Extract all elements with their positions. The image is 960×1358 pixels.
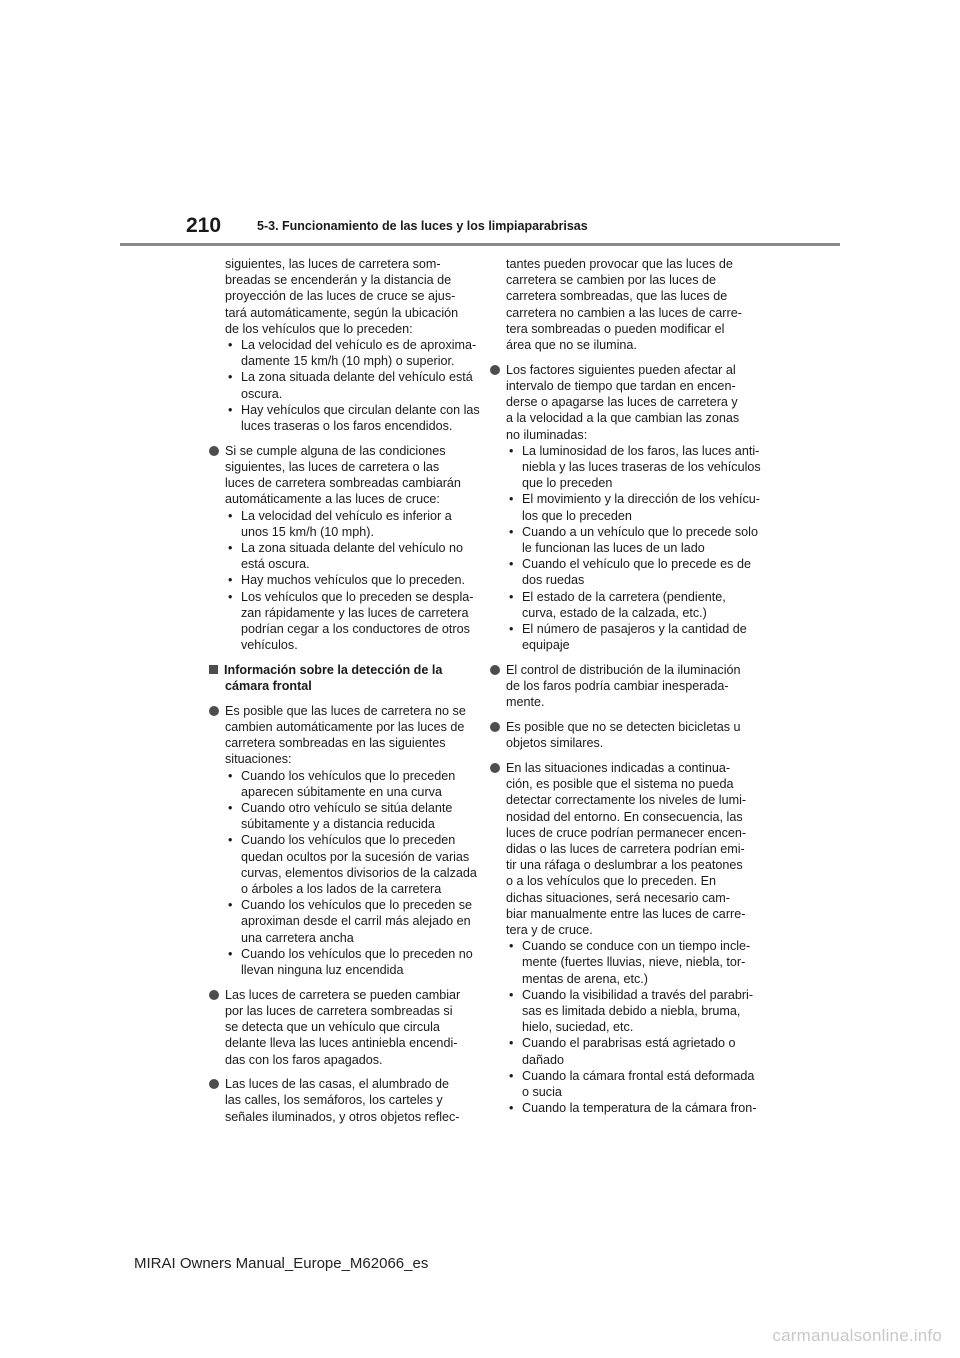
text-line: las calles, los semáforos, los carteles y xyxy=(225,1093,443,1108)
text-line: por las luces de carretera sombreadas si xyxy=(225,1003,453,1018)
list-item xyxy=(506,1068,755,1100)
paragraph-continued xyxy=(490,256,748,353)
text-line: niebla y las luces traseras de los vehículos xyxy=(522,459,761,474)
list-item xyxy=(506,443,761,492)
text-line: proyección de las luces de cruce se ajus- xyxy=(225,289,456,304)
text-line: Cuando los vehículos que lo preceden xyxy=(241,768,456,783)
circle-bullet-icon xyxy=(490,365,500,375)
list-item xyxy=(506,987,754,1036)
text-line: biar manualmente entre las luces de carre- xyxy=(506,906,746,921)
circle-bullet-icon xyxy=(209,990,219,1000)
bullet-icon: • xyxy=(228,540,233,555)
text-line: tera sombreadas o pueden modificar el xyxy=(506,321,725,336)
text-line: Cuando los vehículos que lo preceden se xyxy=(241,898,473,913)
text-line: está oscura. xyxy=(241,557,310,572)
text-line: dichas situaciones, será necesario cam- xyxy=(506,890,730,905)
text-line: En las situaciones indicadas a continua- xyxy=(506,760,731,775)
text-line: Las luces de las casas, el alumbrado de xyxy=(225,1077,450,1092)
bullet-icon: • xyxy=(228,898,233,913)
text-line: tará automáticamente, según la ubicación xyxy=(225,305,459,320)
circle-bullet-icon xyxy=(209,446,219,456)
text-line: El número de pasajeros y la cantidad de xyxy=(522,621,747,636)
bullet-icon: • xyxy=(509,987,514,1002)
list-item xyxy=(506,524,758,556)
text-line: delante lleva las luces antiniebla encendi- xyxy=(225,1036,458,1051)
text-line: hielo, suciedad, etc. xyxy=(522,1020,634,1035)
page-number: 210 xyxy=(186,214,222,237)
bullet-icon: • xyxy=(228,801,233,815)
note-paragraph xyxy=(490,760,757,1116)
circle-bullet-icon xyxy=(490,722,500,732)
circle-bullet-icon xyxy=(490,665,500,675)
text-line: ción, es posible que el sistema no pueda xyxy=(506,777,734,792)
text-line: carretera sombreadas, que las luces de xyxy=(506,289,728,304)
list-item xyxy=(225,337,477,369)
text-line: o árboles a los lados de la carretera xyxy=(241,882,442,897)
text-line: una carretera ancha xyxy=(241,930,354,945)
text-line: automáticamente a las luces de cruce: xyxy=(225,492,440,507)
text-line: La zona situada delante del vehículo está xyxy=(241,370,473,385)
paragraph-continued xyxy=(209,256,480,434)
bullet-icon: • xyxy=(509,939,514,954)
text-line: o sucia xyxy=(522,1084,562,1099)
text-line: dañado xyxy=(522,1052,565,1067)
text-line: carretera se cambien por las luces de xyxy=(506,273,716,288)
text-line: los que lo preceden xyxy=(522,508,632,523)
text-line: luces de cruce podrían permanecer encen- xyxy=(506,825,747,840)
bullet-icon: • xyxy=(509,1068,514,1083)
text-line: Los factores siguientes pueden afectar al xyxy=(506,362,736,377)
text-line: no iluminadas: xyxy=(506,427,588,442)
list-item xyxy=(225,897,473,946)
text-line: das con los faros apagados. xyxy=(225,1052,383,1067)
bullet-icon: • xyxy=(228,768,233,783)
text-line: Hay vehículos que circulan delante con las xyxy=(241,402,480,417)
text-line: área que no se ilumina. xyxy=(506,338,637,353)
text-line: quedan ocultos por la sucesión de varias xyxy=(241,849,470,864)
bullet-icon: • xyxy=(509,492,514,507)
bullet-icon: • xyxy=(509,524,514,539)
text-line: La luminosidad de los faros, las luces anti- xyxy=(522,443,760,458)
text-line: luces traseras o los faros encendidos. xyxy=(241,419,453,434)
bullet-icon: • xyxy=(509,621,514,636)
text-line: Cuando los vehículos que lo preceden xyxy=(241,833,456,848)
watermark: carmanualsonline.info xyxy=(772,1326,942,1345)
list-item xyxy=(225,589,474,654)
text-line: La zona situada delante del vehículo no xyxy=(241,540,463,555)
text-line: Cuando el parabrisas está agrietado o xyxy=(522,1036,736,1051)
text-line: Los vehículos que lo preceden se despla- xyxy=(241,589,474,604)
note-paragraph xyxy=(490,719,748,751)
text-line: aparecen súbitamente en una curva xyxy=(241,784,442,799)
text-line: Cuando la cámara frontal está deformada xyxy=(522,1068,755,1083)
text-line: Es posible que las luces de carretera no se xyxy=(225,703,466,718)
text-line: tantes pueden provocar que las luces de xyxy=(506,257,733,271)
heading-line: Información sobre la detección de la xyxy=(224,662,443,677)
note-paragraph xyxy=(209,1076,467,1125)
text-line: señales iluminados, y otros objetos reflec- xyxy=(225,1109,460,1124)
heading-line: cámara frontal xyxy=(225,679,312,694)
text-line: Cuando otro vehículo se sitúa delante xyxy=(241,801,453,815)
text-line: o a los vehículos que lo preceden. En xyxy=(506,874,717,889)
list-item xyxy=(506,491,760,523)
text-line: La velocidad del vehículo es de aproxima- xyxy=(241,338,477,353)
circle-bullet-icon xyxy=(209,706,219,716)
list-item xyxy=(506,556,751,588)
text-line: unos 15 km/h (10 mph). xyxy=(241,524,374,539)
text-line: El movimiento y la dirección de los vehícu- xyxy=(522,492,760,507)
bullet-icon: • xyxy=(228,402,233,417)
circle-bullet-icon xyxy=(490,763,500,773)
bullet-icon: • xyxy=(228,589,233,604)
text-line: damente 15 km/h (10 mph) o superior. xyxy=(241,354,455,369)
footer-manual-title: MIRAI Owners Manual_Europe_M62066_es xyxy=(134,1255,429,1272)
text-line: podrían cegar a los conductores de otros xyxy=(241,621,470,636)
text-line: luces de carretera sombreadas cambiarán xyxy=(225,476,461,491)
text-line: sas es limitada debido a niebla, bruma, xyxy=(522,1003,741,1018)
bullet-icon: • xyxy=(509,589,514,604)
text-line: de los faros podría cambiar inesperada- xyxy=(506,679,729,694)
text-line: intervalo de tiempo que tardan en encen- xyxy=(506,378,736,393)
text-line: Cuando a un vehículo que lo precede solo xyxy=(522,524,758,539)
text-line: Cuando la temperatura de la cámara fron- xyxy=(522,1101,757,1116)
list-item xyxy=(506,589,748,621)
text-line: Cuando la visibilidad a través del parabri- xyxy=(522,987,754,1002)
square-bullet-icon xyxy=(209,665,218,674)
circle-bullet-icon xyxy=(209,1079,219,1089)
text-line: mentas de arena, etc.) xyxy=(522,971,649,986)
text-line: situaciones: xyxy=(225,752,292,767)
right-column xyxy=(490,256,761,1125)
list-item xyxy=(225,800,467,832)
text-line: se detecta que un vehículo que circula xyxy=(225,1020,440,1035)
list-item xyxy=(506,621,748,653)
section-title: 5-3. Funcionamiento de las luces y los limpiaparabrisas xyxy=(257,219,588,233)
list-item xyxy=(225,572,467,588)
bullet-icon: • xyxy=(228,573,233,588)
text-line: le funcionan las luces de un lado xyxy=(522,540,705,555)
text-line: didas o las luces de carretera podrían emi- xyxy=(506,841,745,856)
section-heading xyxy=(209,662,467,694)
list-item xyxy=(506,1035,748,1067)
text-line: dos ruedas xyxy=(522,573,585,588)
text-line: a la velocidad a la que cambian las zonas xyxy=(506,411,740,426)
text-line: súbitamente y a distancia reducida xyxy=(241,817,435,832)
text-line: Es posible que no se detecten bicicletas u xyxy=(506,719,741,734)
text-line: aproximan desde el carril más alejado en xyxy=(241,914,471,929)
text-line: Hay muchos vehículos que lo preceden. xyxy=(241,573,466,588)
text-line: detectar correctamente los niveles de lumi- xyxy=(506,793,747,808)
note-paragraph xyxy=(490,362,761,654)
list-item xyxy=(225,832,477,897)
text-line: Cuando el vehículo que lo precede es de xyxy=(522,557,751,572)
text-line: oscura. xyxy=(241,386,283,401)
note-paragraph xyxy=(490,662,748,711)
note-paragraph xyxy=(209,703,477,978)
text-line: El control de distribución de la iluminación xyxy=(506,662,741,677)
list-item xyxy=(225,508,467,540)
bullet-icon: • xyxy=(228,508,233,523)
text-line: siguientes, las luces de carretera som- xyxy=(225,257,441,271)
text-line: curvas, elementos divisorios de la calzada xyxy=(241,865,477,880)
header-divider xyxy=(120,243,840,246)
text-line: nosidad del entorno. En consecuencia, las xyxy=(506,809,743,824)
bullet-icon: • xyxy=(509,1101,514,1116)
list-item xyxy=(225,946,473,978)
list-item xyxy=(506,938,751,987)
text-line: zan rápidamente y las luces de carretera xyxy=(241,605,469,620)
text-line: de los vehículos que lo preceden: xyxy=(225,321,413,336)
text-line: curva, estado de la calzada, etc.) xyxy=(522,605,707,620)
text-line: Si se cumple alguna de las condiciones xyxy=(225,443,446,458)
text-line: tera y de cruce. xyxy=(506,922,593,937)
text-line: mente (fuertes lluvias, nieve, niebla, tor- xyxy=(522,955,746,970)
note-paragraph xyxy=(209,987,467,1068)
list-item xyxy=(225,402,480,434)
text-line: carretera sombreadas en las siguientes xyxy=(225,736,446,751)
list-item xyxy=(225,768,467,800)
bullet-icon: • xyxy=(228,338,233,353)
text-line: vehículos. xyxy=(241,638,298,653)
text-line: cambien automáticamente por las luces de xyxy=(225,719,465,734)
text-line: El estado de la carretera (pendiente, xyxy=(522,589,726,604)
list-item xyxy=(506,1100,757,1116)
text-line: llevan ninguna luz encendida xyxy=(241,963,404,978)
text-line: mente. xyxy=(506,695,545,710)
list-item xyxy=(225,369,473,401)
bullet-icon: • xyxy=(228,946,233,961)
text-line: La velocidad del vehículo es inferior a xyxy=(241,508,452,523)
list-item xyxy=(225,540,467,572)
text-line: carretera no cambien a las luces de carre- xyxy=(506,305,742,320)
text-line: derse o apagarse las luces de carretera y xyxy=(506,395,738,410)
bullet-icon: • xyxy=(509,443,514,458)
text-line: siguientes, las luces de carretera o las xyxy=(225,459,440,474)
left-column xyxy=(209,256,480,1133)
text-line: tir una ráfaga o deslumbrar a los peatones xyxy=(506,858,743,873)
text-line: Las luces de carretera se pueden cambiar xyxy=(225,987,461,1002)
text-line: Cuando se conduce con un tiempo incle- xyxy=(522,939,751,954)
text-line: Cuando los vehículos que lo preceden no xyxy=(241,946,473,961)
bullet-icon: • xyxy=(509,557,514,572)
text-line: que lo preceden xyxy=(522,476,613,491)
bullet-icon: • xyxy=(228,833,233,848)
text-line: equipaje xyxy=(522,638,570,653)
bullet-icon: • xyxy=(509,1036,514,1051)
text-line: objetos similares. xyxy=(506,736,604,751)
bullet-icon: • xyxy=(228,370,233,385)
note-paragraph xyxy=(209,443,474,654)
text-line: breadas se encenderán y la distancia de xyxy=(225,273,452,288)
